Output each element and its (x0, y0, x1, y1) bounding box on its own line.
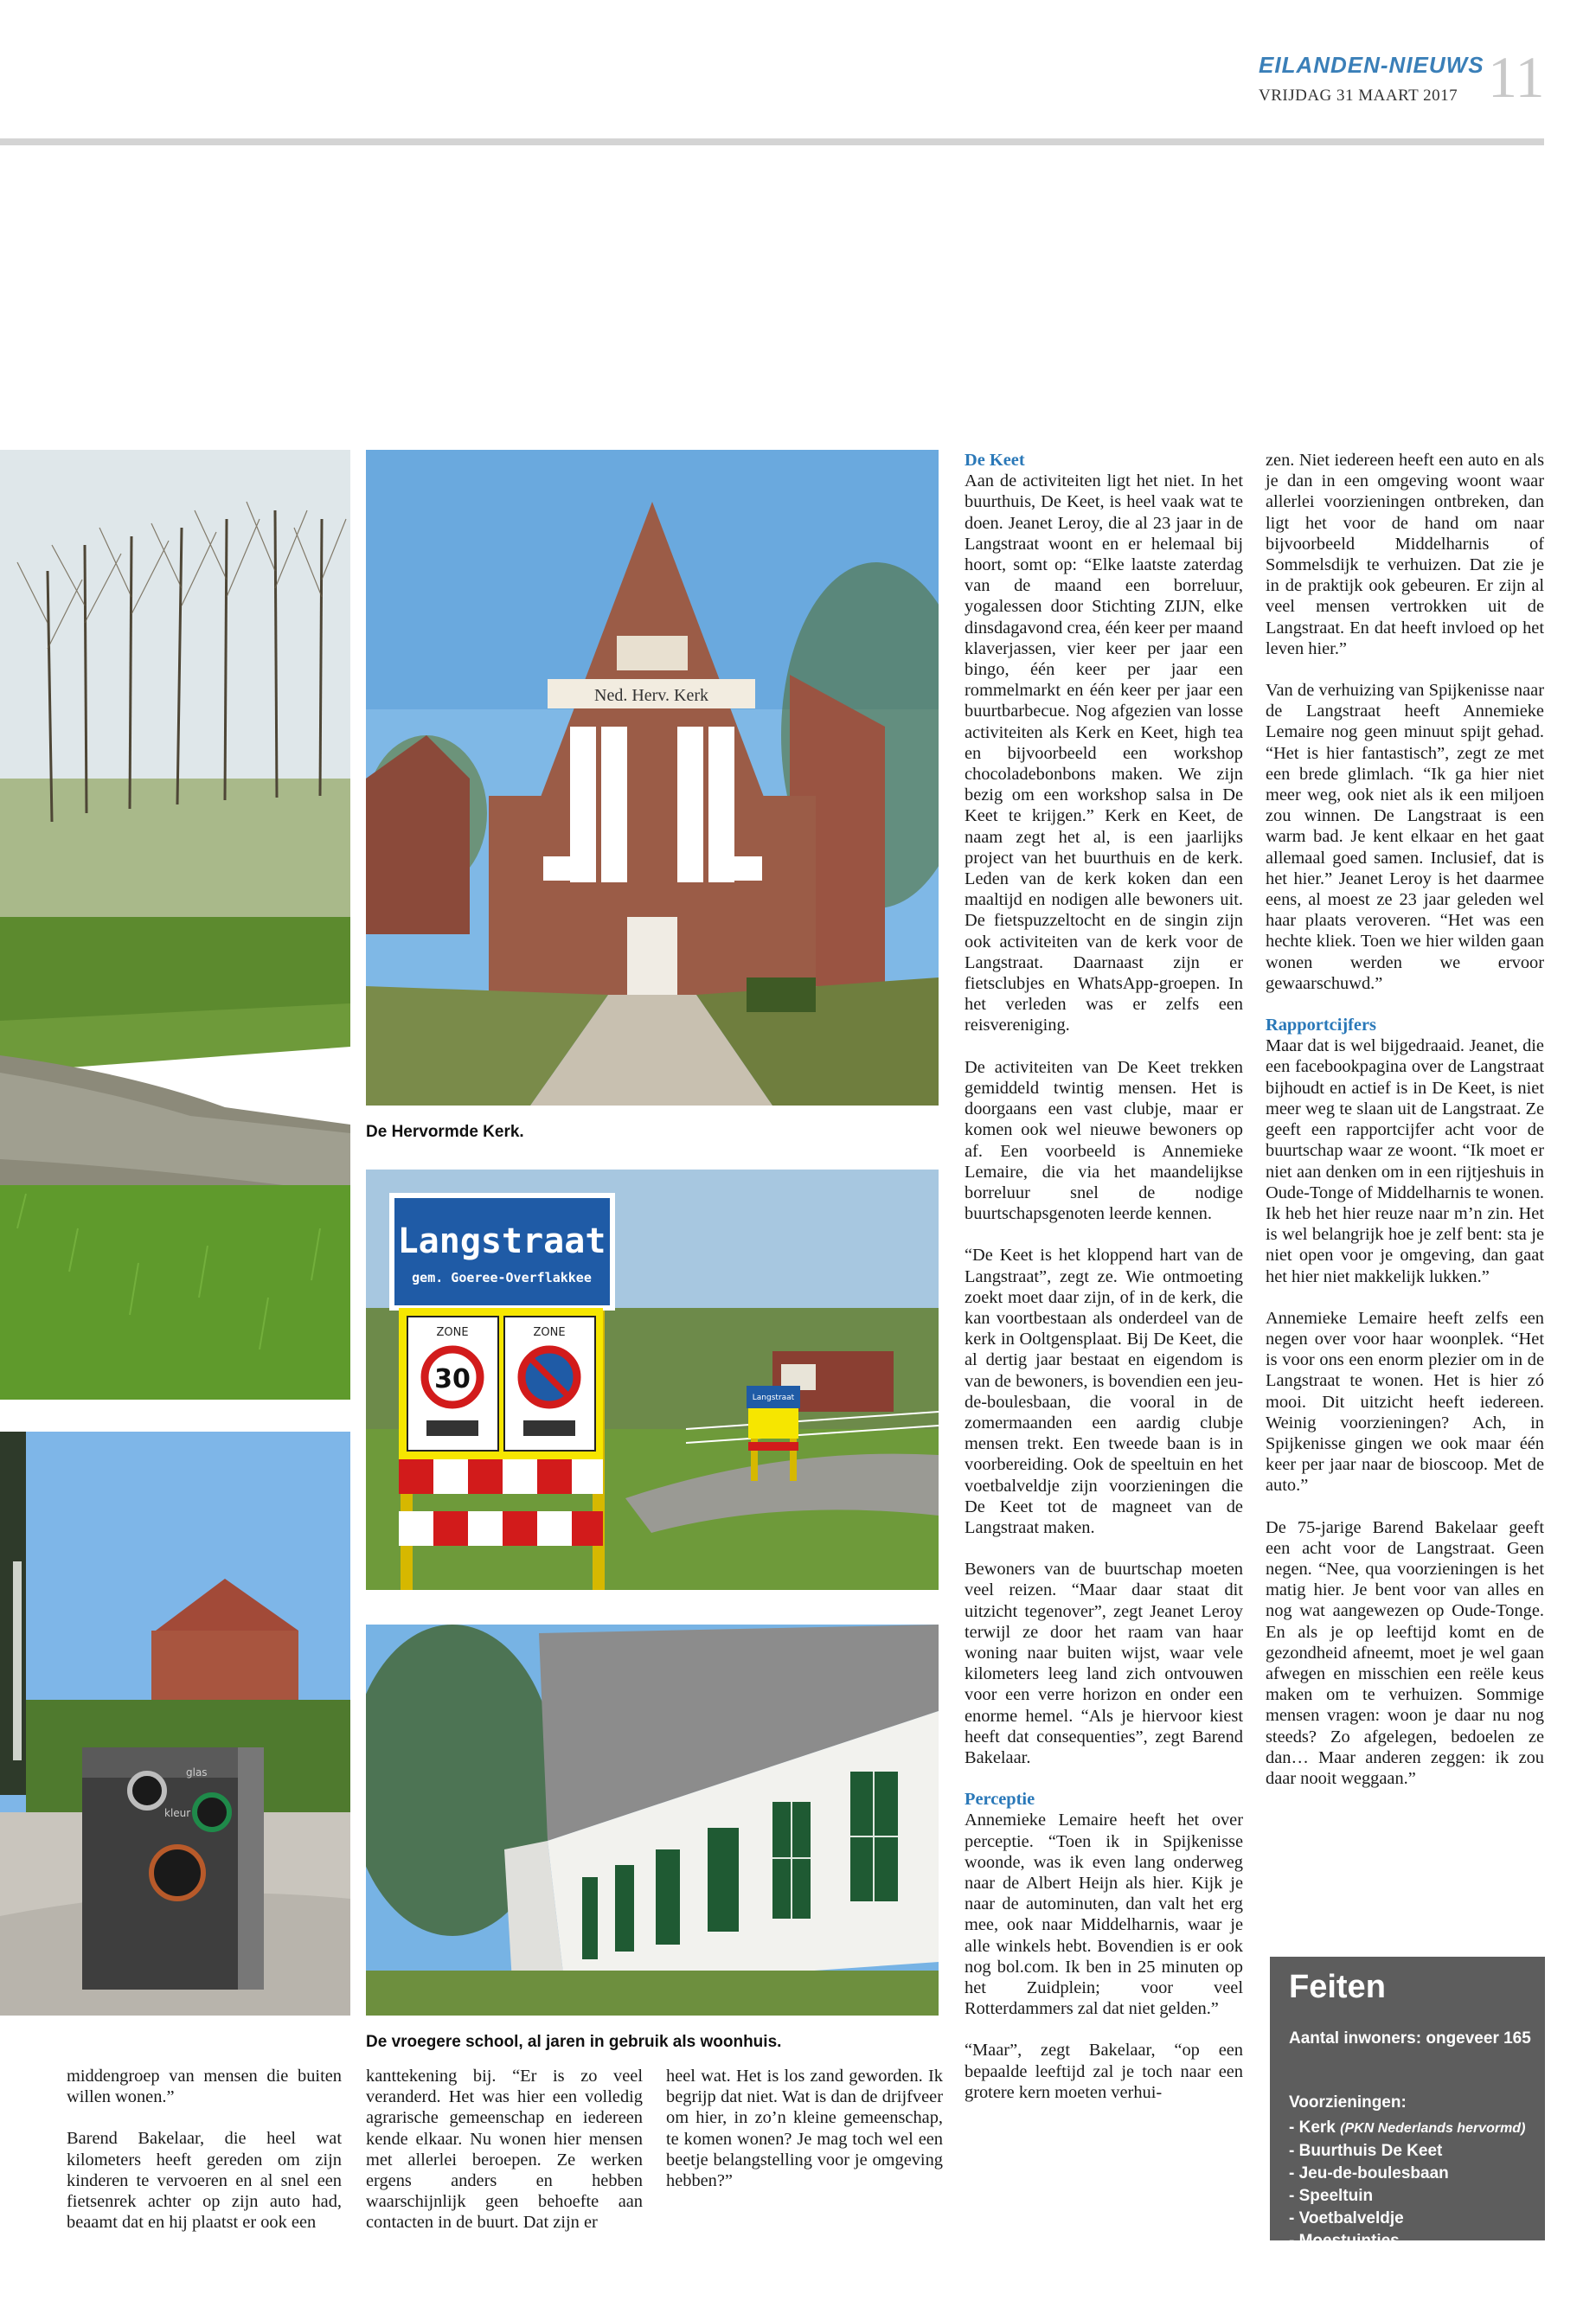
feiten-inwoners: Aantal inwoners: ongeveer 165 (1289, 2029, 1531, 2048)
paragraph: Aan de activiteiten ligt het niet. In het buurthuis, De Keet, is heel vaak wat te doen. Jeanet Leroy, die al 23 jaar in de Langstraat woont en er helemaal bij hoort, somt op: “Elke laatste zaterdag van de maand een borreluur, yogalessen door Stichting ZIJN, elke dinsdagavond crea, één keer per maand klaverjassen, vier keer per jaar een bingo, één keer per jaar een rommelmarkt en één keer per jaar een buurtbarbecue. Nog afgezien van losse activiteiten als Kerk en Keet, high tea en bijvoorbeeld een workshop chocoladebonbons maken. We zijn bezig om een workshop salsa in De Keet te krijgen.” Kerk en Keet, de naam zegt het al, is een jaarlijks project van het buurthuis en de kerk. Leden van de kerk koken dan een maaltijd en nodigen alle bewoners uit. De fietspuzzeltocht en de singin zijn ook activiteiten van de kerk voor de Langstraat. Daarnaast zijn er fietsclubjes en WhatsApp-groepen. In het verleden was er zelfs een reisvereniging. (965, 471, 1243, 1035)
header-rule (0, 138, 1544, 145)
paragraph: Maar dat is wel bijgedraaid. Jeanet, die een facebookpagina over de Langstraat bijhoudt en actief is in De Keet, is niet meer weg te slaan uit de Langstraat. Ze geeft een rapportcijfer acht voor de buurtschap waar ze woont. “Ik moet er niet aan denken om in een rijtjeshuis in Oude-Tonge of Middelharnis te wonen. Ik heb het hier reuze naar m’n zin. Het is wel belangrijk hoe je zelf bent: sta je niet open voor je omgeving, dan gaat het hier niet makkelijk lukken.” (1266, 1036, 1544, 1286)
photo-town-sign (366, 1170, 939, 1590)
paragraph: Annemieke Lemaire heeft zelfs een negen over voor haar woonplek. “Het is voor ons een enorm plezier om in de Langstraat te wonen. Het is hier zó mooi. Dit uitzicht heeft iedereen. Weinig voorzieningen? Ach, in Spijkenisse gingen we ook maar één keer per jaar naar de bioscoop. Met de auto.” (1266, 1308, 1544, 1496)
feiten-item: - Voetbalveldje (1289, 2209, 1404, 2227)
paragraph: heel wat. Het is los zand geworden. Ik begrijp dat niet. Wat is dan de drijfveer om hier, in zo’n kleine gemeenschap, te komen wonen? Je mag toch wel een beetje belangstelling voor je omgeving hebben?” (666, 2067, 943, 2191)
paragraph: “De Keet is het kloppend hart van de Langstraat”, zegt ze. Wie ontmoeting zoekt moet daar zijn, of in de kerk, die kan voortbestaan als onderdeel van de kerk in Ooltgensplaat. Bij De Keet, die al dertig jaar bestaat en eigendom is van de bewoners, is bovendien een jeu-de-boulesbaan, die vooral in de zomermaanden een aardig clubje mensen trekt. Een tweede baan is in voorbereiding. Ook de speeltuin en het voetbalveldje zijn voorzieningen die De Keet tot de magneet van de Langstraat maken. (965, 1246, 1243, 1537)
subheading-perceptie: Perceptie (965, 1790, 1035, 1810)
paragraph: “Maar”, zegt Bakelaar, “op een bepaalde leeftijd zal je toch naar een grotere kern moeten verhui- (965, 2041, 1243, 2102)
feiten-item-note: (PKN Nederlands hervormd) (1340, 2121, 1526, 2136)
subheading-de-keet: De Keet (965, 451, 1025, 470)
far-sign-text: Langstraat (752, 1394, 795, 1402)
feiten-item: - Buurthuis De Keet (1289, 2142, 1443, 2160)
caption-church: De Hervormde Kerk. (366, 1123, 524, 1141)
paragraph: Bewoners van de buurtschap moeten veel reizen. “Maar daar staat dit uitzicht tegenover”, zegt Jeanet Leroy terwijl ze door het raam van haar woning naar buiten wijst, waar vele kilometers leeg land zich ontvouwen voor een verre horizon en onder een enorme hemel. “Als je hiervoor kiest heeft dat consequenties”, zegt Barend Bakelaar. (965, 1560, 1243, 1767)
paragraph: De activiteiten van De Keet trekken gemiddeld twintig mensen. Het is doorgaans een vast clubje, maar er komen ook wel nieuwe bewoners op af. Een voorbeeld is Annemieke Lemaire, die via het maandelijkse borreluur snel de nodige buurtschapsgenoten leerde kennen. (965, 1057, 1243, 1224)
photo-landscape-ditch (0, 450, 350, 1400)
paragraph: Annemieke Lemaire heeft het over perceptie. “Toen ik in Spijkenisse woonde, was ik even lang onderweg naar de Albert Heijn als hier. Kijk je naar de autominuten, dan valt het erg mee, ook naar Middelharnis, waar je alle winkels hebt. Bovendien is er ook nog bol.com. Ik ben in 25 minuten op het Zuidplein; voor veel Rotterdammers zal dat niet gelden.” (965, 1811, 1243, 2019)
feiten-box (1270, 1957, 1545, 2250)
paragraph: De 75-jarige Barend Bakelaar geeft een acht voor de Langstraat. Geen negen. “Nee, qua voorzieningen is het matig hier. Je bent voor van alles en nog wat aangewezen op Oude-Tonge. En als je op leeftijd komt en de gezondheid afneemt, moet je wel gaan afwegen en misschien een reële keus maken om te verhuizen. Sommige mensen vragen: woon je daar nu nog steeds? Zo afgelegen, bedoelen ze dan… Maar anderen zeggen: ik zou daar nooit weggaan.” (1266, 1517, 1544, 1788)
feiten-voorzieningen-label: Voorzieningen: (1289, 2093, 1407, 2112)
text-column-5 (1266, 450, 1544, 1810)
feiten-title: Feiten (1289, 1969, 1386, 2005)
photo-recycle-bins (0, 1432, 350, 2016)
photo-old-school (366, 1625, 939, 2016)
page-number: 11 (1488, 44, 1545, 110)
paragraph: Barend Bakelaar, die heel wat kilometers heeft gereden om zijn kinderen te vervoeren en al snel een fietsenrek achter op zijn auto had, beaamt dat en hij plaatst er ook een (67, 2129, 342, 2233)
zone-label-1: ZONE (436, 1326, 469, 1339)
feiten-list (1289, 2117, 1525, 2253)
feiten-item-kerk (1289, 2117, 1525, 2140)
photo-church (366, 450, 939, 1106)
town-sign-sub: gem. Goeree-Overflakkee (412, 1270, 592, 1285)
town-sign-name: Langstraat (397, 1221, 606, 1261)
paragraph: Van de verhuizing van Spijkenisse naar de Langstraat heeft Annemieke Lemaire nog geen minuut spijt gehad. “Het is hier fantastisch”, zegt ze met een brede glimlach. “Ik ga hier niet meer weg, ook niet als ik een miljoen zou winnen. De Langstraat is een warm bad. Je kent elkaar en het gaat allemaal goed samen. Inclusief, dat is het hier.” Jeanet Leroy is het daarmee eens, al moest ze 23 jaar geleden wel haar plaats veroveren. “Het was een hechte kliek. Toen we hier wilden gaan wonen werden we ervoor gewaarschuwd.” (1266, 681, 1544, 993)
dateline: VRIJDAG 31 MAART 2017 (1259, 87, 1458, 105)
paragraph: zen. Niet iedereen heeft een auto en als je dan in een omgeving woont waar allerlei voorzieningen ontbreken, dan ligt het voor de hand om naar bijvoorbeeld Middelharnis of Sommelsdijk te verhuizen. Dat zie je in de praktijk ook gebeuren. Er zijn al veel mensen vertrokken uit de Langstraat. En dat heeft invloed op het leven hier.” (1266, 451, 1544, 658)
subheading-rapportcijfers: Rapportcijfers (1266, 1016, 1376, 1035)
caption-school: De vroegere school, al jaren in gebruik als woonhuis. (366, 2033, 782, 2051)
bin-label-kleur: kleur (164, 1807, 191, 1819)
church-sign-text: Ned. Herv. Kerk (594, 686, 708, 705)
zone-speed: 30 (434, 1364, 471, 1394)
zone-label-2: ZONE (533, 1326, 566, 1339)
feiten-item: - Jeu-de-boulesbaan (1289, 2164, 1449, 2182)
bin-label-glas: glas (186, 1766, 208, 1779)
feiten-item-label: - Kerk (1289, 2118, 1336, 2137)
text-column-4 (965, 450, 1243, 2124)
text-column-1 (67, 2066, 342, 2253)
feiten-item: - Speeltuin (1289, 2187, 1374, 2205)
paragraph: middengroep van mensen die buiten willen wonen.” (67, 2067, 342, 2107)
text-column-3 (666, 2066, 943, 2212)
feiten-item: - Moestuintjes (1289, 2232, 1400, 2250)
text-column-2 (366, 2066, 643, 2254)
masthead: EILANDEN-NIEUWS (1259, 52, 1484, 78)
paragraph: kanttekening bij. “Er is zo veel veranderd. Het was hier een volledig agrarische gemeenschap en iedereen kende elkaar. Nu wonen hier mensen met allerlei beroepen. Ze werken ergens anders en hebben waarschijnlijk geen behoefte aan contacten in de buurt. Dat zijn er (366, 2067, 643, 2233)
